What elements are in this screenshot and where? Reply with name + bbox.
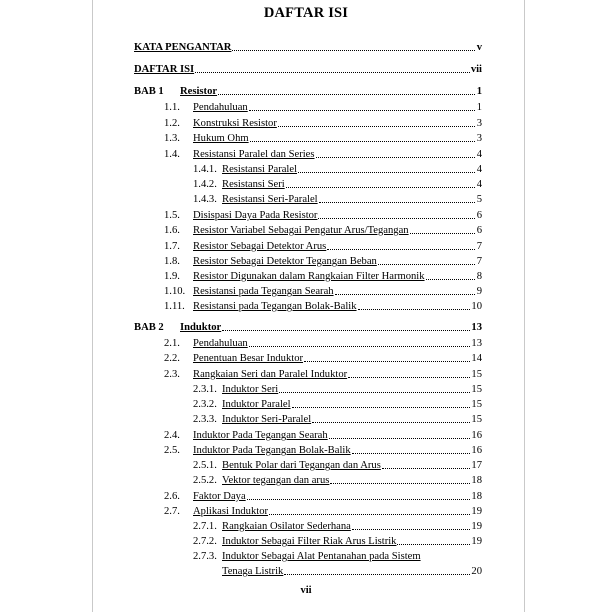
toc-number: 1.4.3.	[193, 194, 217, 205]
toc-leader	[232, 50, 475, 51]
toc-entry[interactable]	[193, 178, 482, 191]
toc-leader	[222, 330, 470, 331]
toc-page-number: 1	[476, 102, 482, 113]
toc-number: 2.7.2.	[193, 536, 217, 547]
toc-page-number: 13	[471, 322, 482, 333]
toc-label: Faktor Daya	[193, 491, 246, 502]
toc-page-number: 7	[476, 241, 482, 252]
toc-leader	[335, 294, 475, 295]
toc-label: Resistor Digunakan dalam Rangkaian Filter Harmonik	[193, 271, 425, 282]
toc-number: 2.5.2.	[193, 475, 217, 486]
toc-front-matter[interactable]	[134, 63, 482, 76]
toc-number: 2.6.	[164, 491, 180, 502]
toc-label: KATA PENGANTAR	[134, 42, 232, 53]
toc-page-number: 1	[476, 86, 482, 97]
toc-leader	[312, 422, 470, 423]
toc-number: 1.6.	[164, 225, 180, 236]
toc-page-number: 7	[476, 256, 482, 267]
toc-label: Hukum Ohm	[193, 133, 249, 144]
page-title: DAFTAR ISI	[263, 5, 349, 21]
toc-page-number: 19	[471, 506, 482, 517]
toc-leader	[304, 361, 470, 362]
toc-label: Induktor Sebagai Filter Riak Arus Listrik	[222, 536, 397, 547]
toc-number: 2.4.	[164, 430, 180, 441]
toc-page-number: 3	[476, 133, 482, 144]
toc-label: Pendahuluan	[193, 338, 248, 349]
toc-entry[interactable]	[164, 224, 482, 237]
toc-label: Vektor tegangan dan arus	[222, 475, 330, 486]
toc-leader	[298, 172, 475, 173]
toc-number: 1.4.	[164, 149, 180, 160]
toc-leader	[397, 544, 470, 545]
toc-page-number: 3	[476, 118, 482, 129]
toc-entry[interactable]	[193, 398, 482, 411]
toc-label: Resistansi Seri-Paralel	[222, 194, 318, 205]
toc-entry[interactable]	[193, 383, 482, 396]
toc-leader	[329, 438, 471, 439]
toc-page-number: 9	[476, 286, 482, 297]
toc-entry[interactable]	[193, 163, 482, 176]
toc-leader	[249, 110, 475, 111]
toc-label: Bentuk Polar dari Tegangan dan Arus	[222, 460, 381, 471]
toc-number: 2.5.	[164, 445, 180, 456]
toc-page-number: 15	[471, 414, 482, 425]
toc-label: Disispasi Daya Pada Resistor	[193, 210, 318, 221]
toc-page-number: 8	[476, 271, 482, 282]
toc-leader	[358, 309, 471, 310]
toc-label: Konstruksi Resistor	[193, 118, 277, 129]
toc-leader	[426, 279, 475, 280]
toc-number: 2.5.1.	[193, 460, 217, 471]
toc-number: 1.3.	[164, 133, 180, 144]
toc-number: 2.3.2.	[193, 399, 217, 410]
toc-label: Resistor Sebagai Detektor Tegangan Beban	[193, 256, 377, 267]
toc-leader	[279, 392, 470, 393]
toc-label: Aplikasi Induktor	[193, 506, 269, 517]
toc-page-number: 20	[471, 566, 482, 577]
toc-leader	[284, 574, 470, 575]
toc-leader	[410, 233, 475, 234]
toc-entry[interactable]	[164, 490, 482, 503]
toc-number: 2.7.1.	[193, 521, 217, 532]
page-number: vii	[300, 585, 312, 596]
toc-number: 1.4.2.	[193, 179, 217, 190]
toc-number: 1.7.	[164, 241, 180, 252]
toc-entry[interactable]	[193, 413, 482, 426]
toc-number: 2.2.	[164, 353, 180, 364]
toc-number: BAB 1	[134, 86, 164, 97]
toc-entry[interactable]	[164, 270, 482, 283]
toc-leader	[316, 157, 475, 158]
toc-entry[interactable]	[193, 520, 482, 533]
toc-number: 2.3.3.	[193, 414, 217, 425]
toc-entry[interactable]	[164, 337, 482, 350]
toc-number: 2.1.	[164, 338, 180, 349]
toc-leader	[286, 187, 475, 188]
toc-label: DAFTAR ISI	[134, 64, 195, 75]
toc-label: Resistansi Paralel dan Series	[193, 149, 315, 160]
toc-leader	[218, 94, 475, 95]
toc-front-matter[interactable]	[134, 41, 482, 54]
toc-leader	[327, 249, 475, 250]
toc-page-number: 18	[471, 475, 482, 486]
toc-number: 1.8.	[164, 256, 180, 267]
toc-leader	[348, 377, 470, 378]
page-edge-left	[92, 0, 93, 612]
toc-label: Induktor Seri	[222, 384, 279, 395]
toc-page-number: 4	[476, 179, 482, 190]
toc-page-number: 4	[476, 149, 482, 160]
toc-leader	[247, 499, 471, 500]
toc-page-number: v	[476, 42, 482, 53]
toc-number: BAB 2	[134, 322, 164, 333]
toc-page-number: vii	[470, 64, 482, 75]
toc-leader	[292, 407, 471, 408]
toc-entry[interactable]	[193, 550, 482, 563]
toc-page-number: 19	[471, 521, 482, 532]
toc-entry[interactable]	[164, 240, 482, 253]
toc-page-number: 13	[471, 338, 482, 349]
toc-page-number: 16	[471, 430, 482, 441]
toc-label: Induktor Pada Tegangan Searah	[193, 430, 328, 441]
toc-label: Induktor	[180, 322, 222, 333]
toc-page-number: 4	[476, 164, 482, 175]
toc-label: Induktor Seri-Paralel	[222, 414, 312, 425]
toc-leader	[330, 483, 470, 484]
toc-leader	[250, 141, 475, 142]
toc-entry[interactable]	[164, 368, 482, 381]
toc-page-number: 16	[471, 445, 482, 456]
toc-leader	[378, 264, 475, 265]
toc-entry[interactable]	[193, 459, 482, 472]
toc-page-number: 15	[471, 384, 482, 395]
toc-leader	[269, 514, 470, 515]
toc-entry[interactable]	[164, 444, 482, 457]
toc-page-number: 19	[471, 536, 482, 547]
toc-number: 2.3.	[164, 369, 180, 380]
toc-number: 2.7.	[164, 506, 180, 517]
toc-entry[interactable]	[164, 117, 482, 130]
toc-entry[interactable]	[193, 535, 482, 548]
toc-entry[interactable]	[164, 101, 482, 114]
toc-leader	[195, 72, 470, 73]
toc-label: Induktor Sebagai Alat Pentanahan pada Sistem	[222, 551, 421, 562]
toc-entry[interactable]	[164, 148, 482, 161]
toc-number: 1.9.	[164, 271, 180, 282]
toc-leader	[382, 468, 471, 469]
toc-label: Resistansi pada Tegangan Bolak-Balik	[193, 301, 357, 312]
toc-entry[interactable]	[164, 352, 482, 365]
toc-leader	[278, 126, 475, 127]
toc-entry[interactable]	[164, 429, 482, 442]
toc-leader	[352, 453, 471, 454]
toc-label: Resistansi Seri	[222, 179, 285, 190]
toc-leader	[352, 529, 471, 530]
toc-page-number: 15	[471, 399, 482, 410]
toc-label: Resistansi pada Tegangan Searah	[193, 286, 334, 297]
toc-entry[interactable]	[164, 505, 482, 518]
toc-page-number: 18	[471, 491, 482, 502]
toc-entry[interactable]	[164, 209, 482, 222]
toc-label: Rangkaian Osilator Sederhana	[222, 521, 351, 532]
toc-leader	[319, 202, 475, 203]
toc-page-number: 14	[471, 353, 482, 364]
toc-label: Resistor Variabel Sebagai Pengatur Arus/Tegangan	[193, 225, 409, 236]
toc-entry[interactable]	[164, 255, 482, 268]
toc-entry[interactable]	[164, 285, 482, 298]
toc-chapter[interactable]	[134, 321, 482, 334]
toc-entry[interactable]	[222, 565, 482, 578]
toc-leader	[318, 218, 475, 219]
toc-number: 1.11.	[164, 301, 185, 312]
toc-number: 1.10.	[164, 286, 186, 297]
toc-label: Penentuan Besar Induktor	[193, 353, 304, 364]
toc-label: Resistor Sebagai Detektor Arus	[193, 241, 327, 252]
toc-page-number: 6	[476, 210, 482, 221]
toc-page-number: 17	[471, 460, 482, 471]
toc-page-number: 5	[476, 194, 482, 205]
toc-label: Resistor	[180, 86, 218, 97]
toc-page-number: 15	[471, 369, 482, 380]
toc-page-number: 6	[476, 225, 482, 236]
toc-label: Induktor Paralel	[222, 399, 291, 410]
toc-number: 1.2.	[164, 118, 180, 129]
toc-entry[interactable]	[164, 132, 482, 145]
toc-number: 2.3.1.	[193, 384, 217, 395]
toc-number: 1.4.1.	[193, 164, 217, 175]
toc-number: 2.7.3.	[193, 551, 217, 562]
toc-entry[interactable]	[193, 193, 482, 206]
toc-label: Tenaga Listrik	[222, 566, 284, 577]
toc-label: Rangkaian Seri dan Paralel Induktor	[193, 369, 348, 380]
toc-leader	[249, 346, 471, 347]
toc-chapter[interactable]	[134, 85, 482, 98]
toc-number: 1.1.	[164, 102, 180, 113]
toc-label: Induktor Pada Tegangan Bolak-Balik	[193, 445, 351, 456]
toc-page-number: 10	[471, 301, 482, 312]
toc-label: Resistansi Paralel	[222, 164, 298, 175]
toc-entry[interactable]	[164, 300, 482, 313]
toc-entry[interactable]	[193, 474, 482, 487]
page-edge-right	[524, 0, 525, 612]
toc-number: 1.5.	[164, 210, 180, 221]
toc-label: Pendahuluan	[193, 102, 248, 113]
